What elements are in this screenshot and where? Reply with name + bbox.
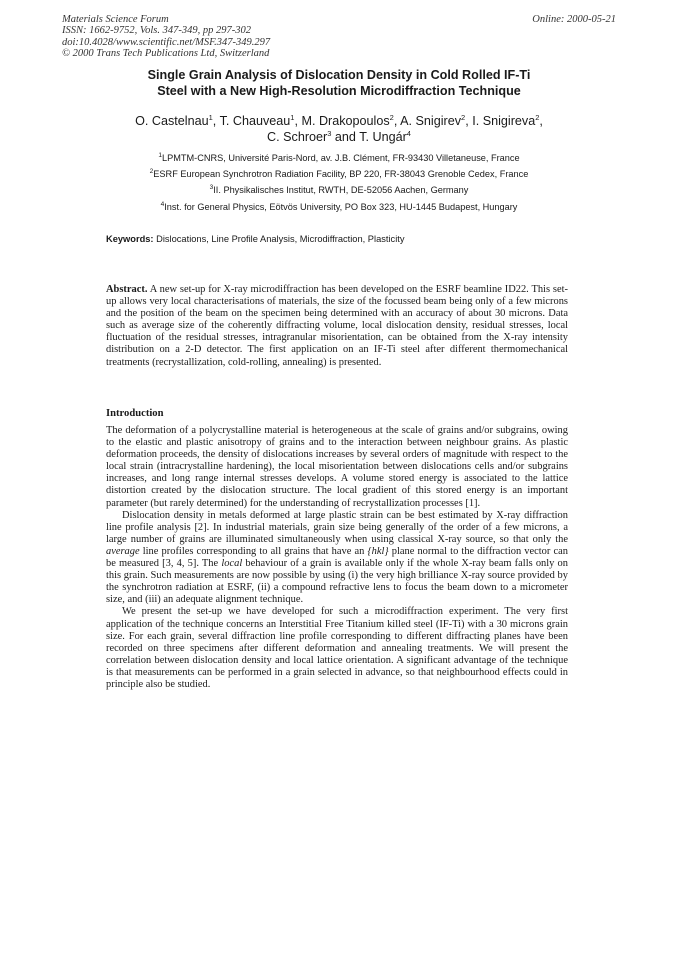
author-drakopoulos: , M. Drakopoulos [294,114,390,128]
affiliation-text: Inst. for General Physics, Eötvös University, PO Box 323, HU-1445 Budapest, Hungary [164,201,518,212]
author-line-2 [90,129,588,145]
online-date: Online: 2000-05-21 [532,14,616,25]
author-affil-mark: 3 [327,128,332,138]
author-schroer: C. Schroer [267,130,328,144]
journal-name: Materials Science Forum [62,14,169,25]
intro-paragraph-3: We present the set-up we have developed for such a microdiffraction experiment. The very first application of the technique concerns an Interstitial Free Titanium killed steel (IF-Ti) with a 30 microns grain size. For each grain, several diffraction line profile corresponding to different diffracting planes have been recorded on three specimens after different deformation and annealing treatments. We will present the correlation between dislocation density and local lattice orientation. A significant advantage of the technique is that measurements can be performed in a grain selected in advance, so that neighbourhood effects could in principle also be studied. [106,606,568,690]
author-ungar: and T. Ungár [331,130,407,144]
abstract-text: A new set-up for X-ray microdiffraction has been developed on the ESRF beamline ID22. This set-up allows very local characterisations of materials, the size of the focussed beam being only of a few microns and the position of the beam on the specimen being determined with an accuracy of about 30 microns. Data such as average size of the coherently diffracting volume, local dislocation density, residual stresses, local fluctuation of the residual stresses, intragranular misorientation, can be obtained from the X-ray intensity distribution on a 2-D detector. The first application on an IF-Ti steel after different thermomechanical treatments (recrystallization, cold-rolling, annealing) is presented. [106,284,568,368]
author-affil-mark: 2 [461,112,466,122]
affiliation-number: 1 [158,151,163,159]
author-chauveau: , T. Chauveau [212,114,291,128]
affiliation-text: ESRF European Synchrotron Radiation Facility, BP 220, FR-38043 Grenoble Cedex, France [153,169,529,180]
emphasis-text: average [106,545,140,557]
intro-paragraph-1: The deformation of a polycrystalline material is heterogeneous at the scale of grains and/or subgrains, owing to the elastic and plastic anisotropy of grains and to the interaction between neighbour grains. As plastic deformation proceeds, the density of dislocations increases by several orders of magnitude with respect to the local strain (intracrystalline hardening), the local misorientation between dislocations cells and/or subgrains increases, and long range internal stresses develops. A volume stored energy is associated to the lattice distortion created by the dislocation structure. The local gradient of this stored energy is an important parameter (but rarely determined) for the understanding of recrystallization processes [1]. [106,425,568,509]
affiliation-list [90,150,588,215]
author-castelnau: O. Castelnau [135,114,209,128]
affiliation-number: 2 [149,168,154,176]
affiliation-text: LPMTM-CNRS, Université Paris-Nord, av. J.B. Clément, FR-93430 Villetaneuse, France [162,153,520,163]
keywords-label: Keywords: [106,234,154,244]
affiliation-2 [90,166,588,182]
author-snigireva: , I. Snigireva [465,114,536,128]
author-affil-mark: 1 [208,112,213,122]
affiliation-4 [90,199,588,215]
author-separator: , [539,114,543,128]
copyright-line: © 2000 Trans Tech Publications Ltd, Switzerland [62,47,270,59]
introduction-body [106,425,568,691]
affiliation-1 [90,150,588,166]
intro-paragraph-2 [106,510,568,607]
section-heading-introduction: Introduction [106,408,164,419]
emphasis-text: {hkl} [367,545,389,557]
affiliation-number: 3 [209,184,214,192]
author-affil-mark: 4 [406,128,411,138]
keywords [106,234,405,244]
emphasis-text: local [221,558,243,570]
title-line-2: Steel with a New High-Resolution Microdiffraction Technique [157,84,521,98]
paragraph-text: line profiles corresponding to all grains that have an [139,545,368,557]
author-list [90,113,588,145]
author-affil-mark: 2 [389,112,394,122]
author-snigirev: , A. Snigirev [393,114,462,128]
issn-line: ISSN: 1662-9752, Vols. 347-349, pp 297-302 [62,25,251,37]
paragraph-text: plane normal to the diffraction vector can be measured [3, 4, 5]. The [106,545,568,570]
author-affil-mark: 1 [290,112,295,122]
paper-title [90,67,588,99]
affiliation-number: 4 [160,200,165,208]
paragraph-text: Dislocation density in metals deformed at large plastic strain can be best estimated by X-ray diffraction line profile analysis [2]. In industrial materials, grain size being generally of the order of a few microns, a large number of grains are illuminated simultaneously when using classical X-ray source, so that only the [106,509,568,545]
author-affil-mark: 2 [535,112,540,122]
doi-link[interactable]: doi:10.4028/www.scientific.net/MSF.347-349.297 [62,36,271,48]
affiliation-3 [90,182,588,198]
journal-header [62,14,270,59]
title-line-1: Single Grain Analysis of Dislocation Density in Cold Rolled IF-Ti [147,68,531,82]
author-line-1 [90,113,588,129]
abstract [106,284,568,369]
paragraph-text: behaviour of a grain is available only if the whole X-ray beam falls only on this grain. Such measurements are now possible by using (i) the very high brilliance X-ray source provided by the synchrotron radiation at ESRF, (ii) a compound refractive lens to focus the beam down to a micrometer size, and (iii) an adequate alignment technique. [106,558,568,606]
abstract-label: Abstract. [106,284,148,295]
keywords-text: Dislocations, Line Profile Analysis, Microdiffraction, Plasticity [156,234,405,244]
affiliation-text: II. Physikalisches Institut, RWTH, DE-52056 Aachen, Germany [213,185,469,196]
